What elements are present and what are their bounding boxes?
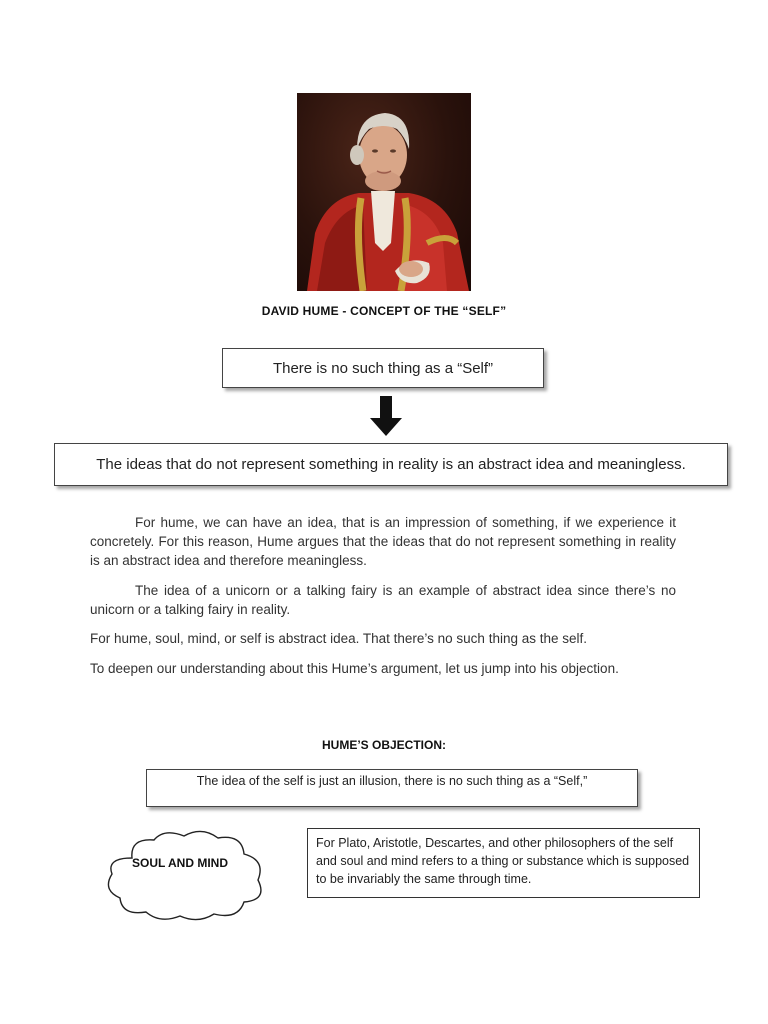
philosophers-box: For Plato, Aristotle, Descartes, and other philosophers of the self and soul and mind refers to a thing or substance which is supposed to be invariably the same through time. xyxy=(307,828,700,898)
objection-box: The idea of the self is just an illusion, there is no such thing as a “Self,” xyxy=(146,769,638,807)
no-self-box: There is no such thing as a “Self” xyxy=(222,348,544,388)
paragraph-unicorn: The idea of a unicorn or a talking fairy is an example of abstract idea since there’s no unicorn or a talking fairy in reality. xyxy=(90,583,676,617)
portrait-image xyxy=(297,93,471,291)
abstract-idea-box: The ideas that do not represent something in reality is an abstract idea and meaningless. xyxy=(54,443,728,486)
cloud-shape xyxy=(102,828,268,922)
down-arrow-icon xyxy=(370,396,402,436)
page-title: DAVID HUME - CONCEPT OF THE “SELF” xyxy=(261,304,507,318)
paragraph-impression: For hume, we can have an idea, that is an impression of something, if we experience it concretely. For this reason, Hume argues that the ideas that do not represent something in reality is an abstract idea and therefore meaningless. xyxy=(90,515,676,568)
paragraph-soul-mind: For hume, soul, mind, or self is abstract idea. That there’s no such thing as the self. xyxy=(90,631,588,646)
paragraph-deepen: To deepen our understanding about this Hume’s argument, let us jump into his objection. xyxy=(90,661,619,676)
cloud-label: SOUL AND MIND xyxy=(132,856,228,870)
objection-heading: HUME’S OBJECTION: xyxy=(321,738,446,752)
